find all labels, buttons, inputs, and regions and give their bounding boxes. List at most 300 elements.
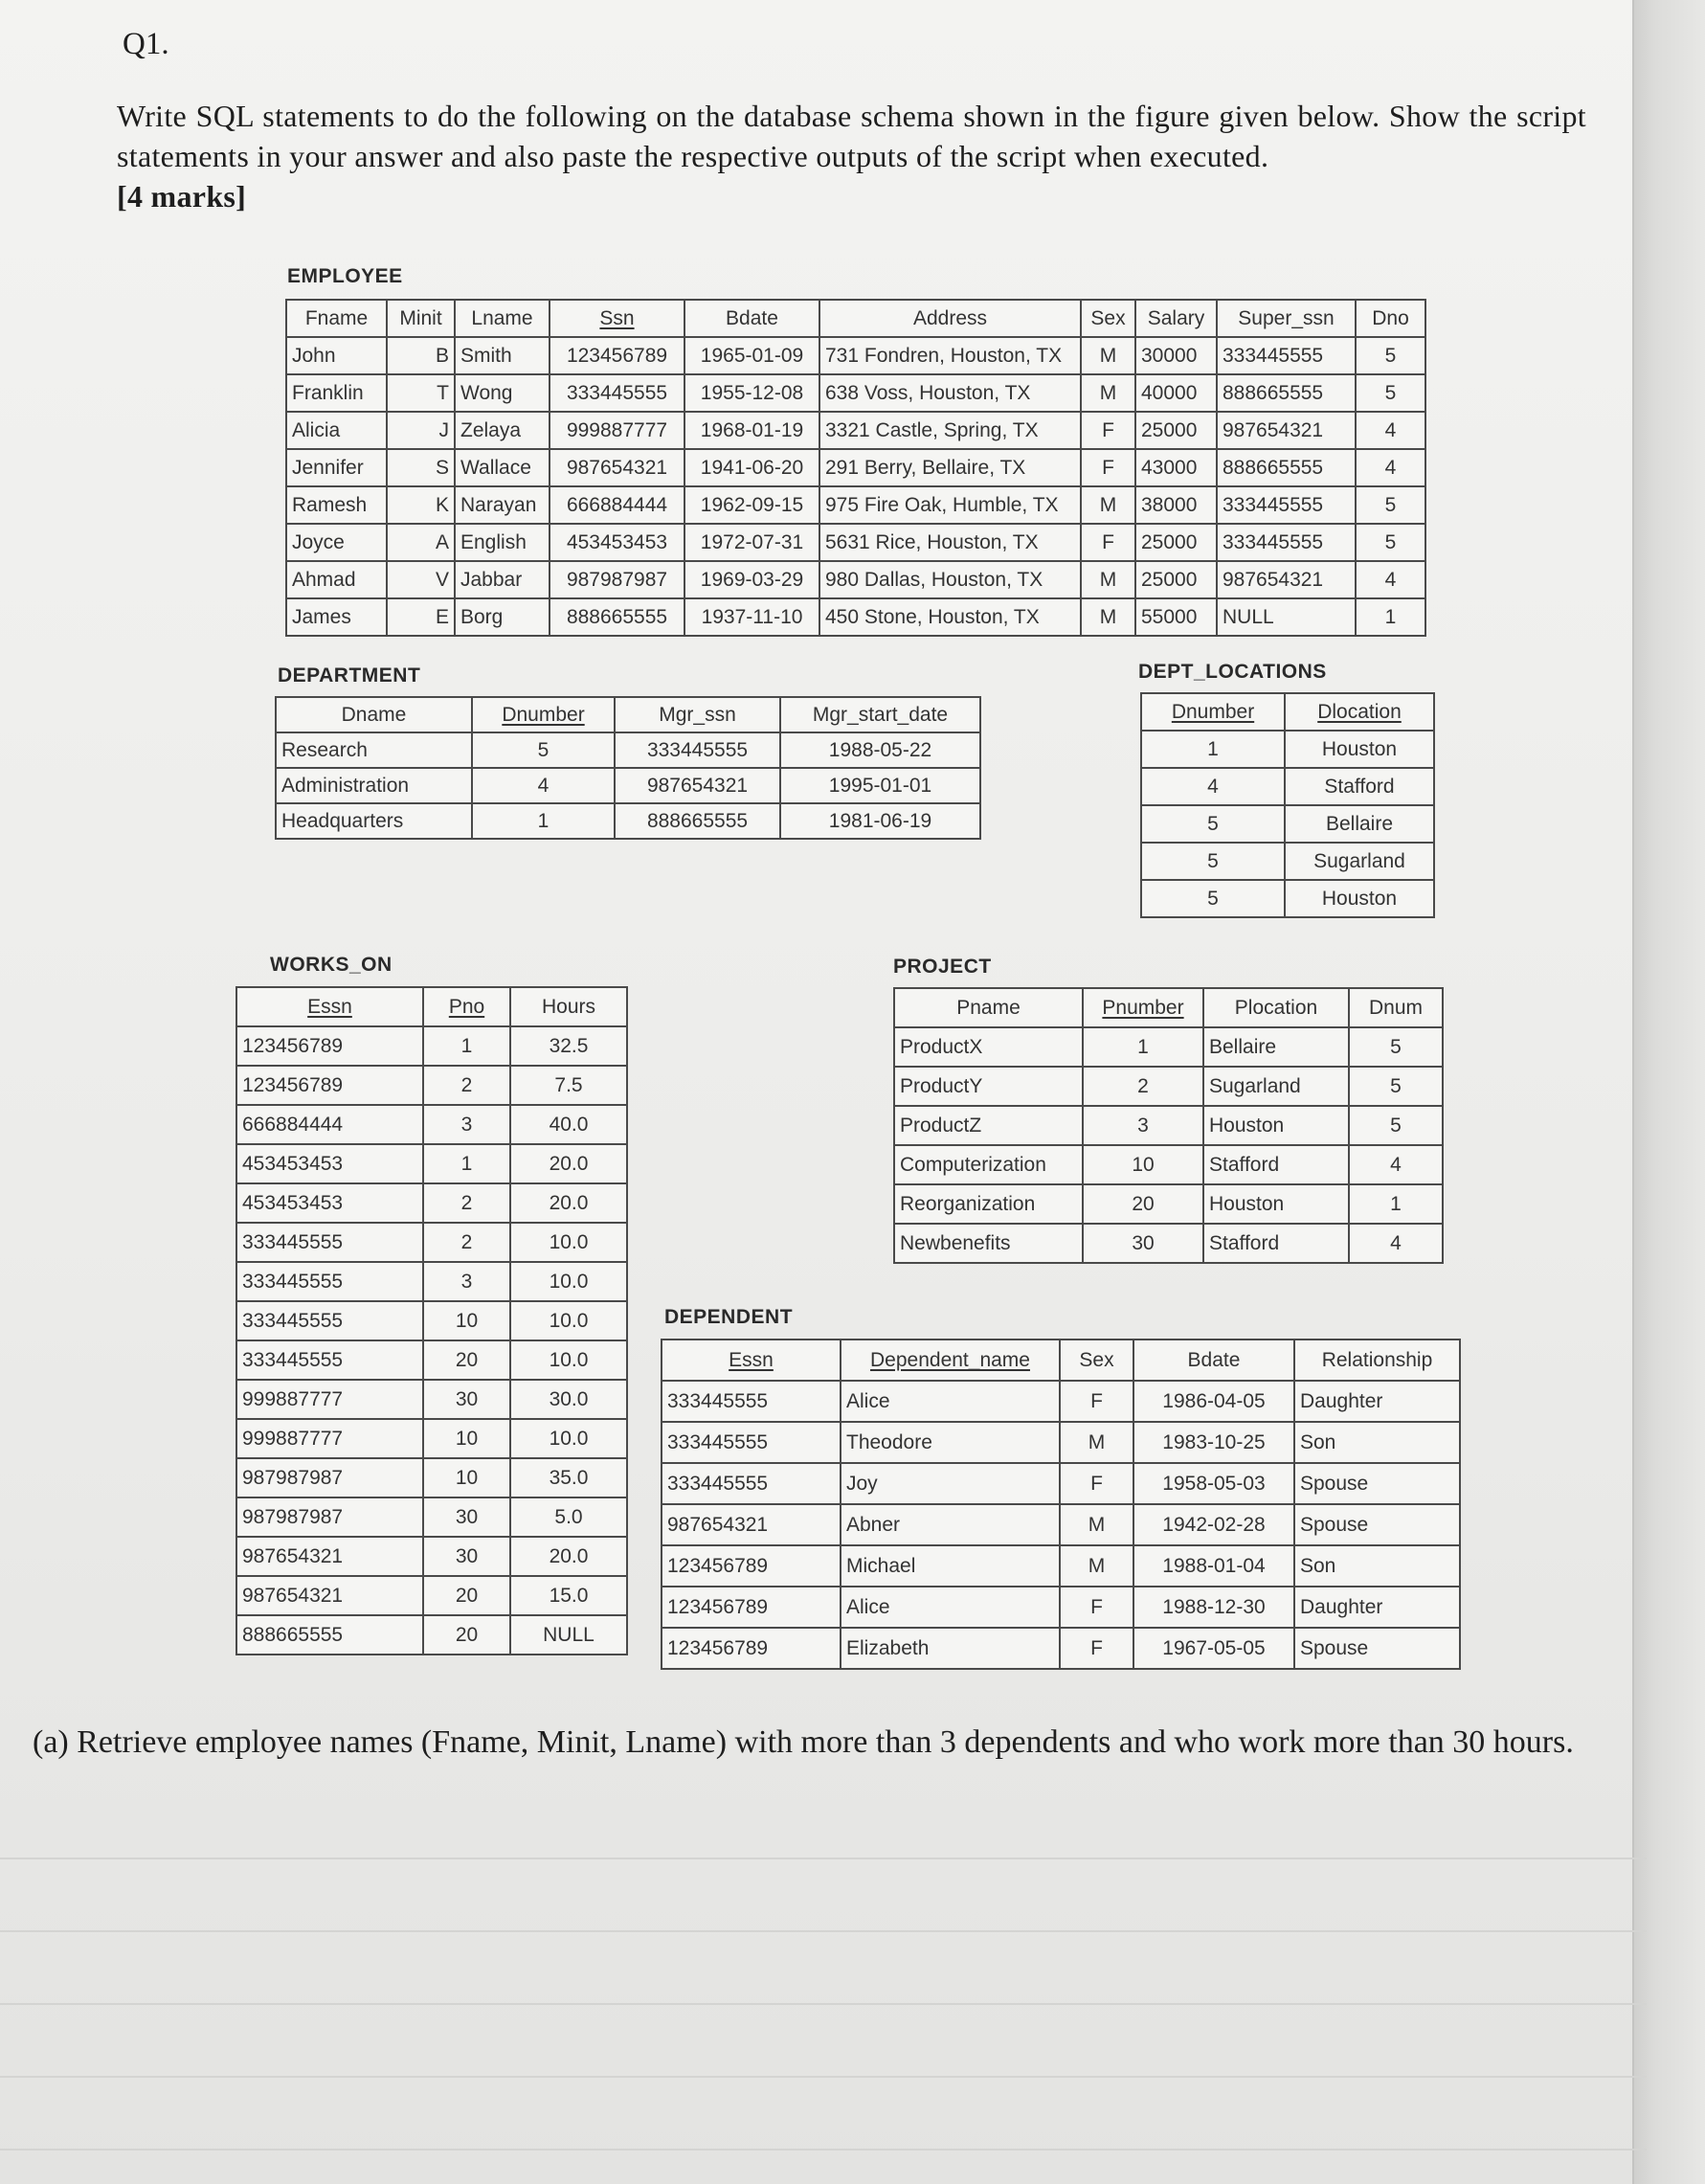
table-cell: ProductX xyxy=(894,1027,1083,1067)
header-row xyxy=(286,300,1425,337)
column-header: Dno xyxy=(1356,300,1425,337)
table-cell: Houston xyxy=(1285,731,1434,768)
table-cell: 5 xyxy=(1349,1106,1443,1145)
table-cell: 333445555 xyxy=(550,374,684,412)
table-row xyxy=(236,1105,627,1144)
department-table xyxy=(275,696,981,840)
table-cell: 123456789 xyxy=(550,337,684,374)
table-cell: F xyxy=(1081,524,1135,561)
column-header: Pname xyxy=(894,988,1083,1027)
table-row xyxy=(236,1066,627,1105)
table-row xyxy=(236,1262,627,1301)
table-cell: 1988-12-30 xyxy=(1133,1587,1294,1628)
table-cell: 888665555 xyxy=(615,803,780,839)
table-cell: 5 xyxy=(1356,337,1425,374)
project-table-title: PROJECT xyxy=(893,956,992,978)
table-cell: 1937-11-10 xyxy=(684,598,819,636)
column-header: Mgr_start_date xyxy=(780,697,980,732)
answer-line xyxy=(0,1858,1647,1859)
table-cell: 43000 xyxy=(1135,449,1217,486)
table-cell: 333445555 xyxy=(662,1381,841,1422)
table-cell: Bellaire xyxy=(1285,805,1434,843)
table-cell: Borg xyxy=(455,598,550,636)
table-cell: M xyxy=(1081,374,1135,412)
table-row xyxy=(1141,731,1434,768)
table-cell: 1986-04-05 xyxy=(1133,1381,1294,1422)
table-cell: M xyxy=(1060,1422,1133,1463)
table-cell: 4 xyxy=(1349,1145,1443,1184)
column-header: Address xyxy=(819,300,1081,337)
table-cell: 666884444 xyxy=(236,1105,423,1144)
table-cell: 888665555 xyxy=(1217,374,1356,412)
column-header: Dname xyxy=(276,697,472,732)
table-cell: 987654321 xyxy=(550,449,684,486)
table-cell: 638 Voss, Houston, TX xyxy=(819,374,1081,412)
table-cell: 666884444 xyxy=(550,486,684,524)
table-cell: Daughter xyxy=(1294,1381,1460,1422)
table-cell: 333445555 xyxy=(1217,337,1356,374)
table-row xyxy=(662,1628,1460,1669)
table-cell: 3 xyxy=(423,1262,510,1301)
header-row xyxy=(276,697,980,732)
table-cell: 5 xyxy=(1356,374,1425,412)
works-on-table-title: WORKS_ON xyxy=(270,954,393,976)
table-cell: 1 xyxy=(423,1144,510,1183)
table-row xyxy=(236,1537,627,1576)
table-cell: 453453453 xyxy=(236,1144,423,1183)
table-cell: 999887777 xyxy=(550,412,684,449)
question-number: Q1. xyxy=(123,27,169,61)
table-row xyxy=(1141,768,1434,805)
table-cell: 2 xyxy=(423,1066,510,1105)
table-cell: 1 xyxy=(423,1026,510,1066)
table-cell: 4 xyxy=(1141,768,1285,805)
table-cell: 5 xyxy=(1356,524,1425,561)
table-cell: 5631 Rice, Houston, TX xyxy=(819,524,1081,561)
employee-table-title: EMPLOYEE xyxy=(287,265,403,287)
table-cell: Ramesh xyxy=(286,486,387,524)
table-cell: 1972-07-31 xyxy=(684,524,819,561)
table-cell: 10.0 xyxy=(510,1419,627,1458)
column-header: Salary xyxy=(1135,300,1217,337)
table-row xyxy=(236,1340,627,1380)
table-cell: Jabbar xyxy=(455,561,550,598)
table-row xyxy=(236,1576,627,1615)
table-cell: Theodore xyxy=(841,1422,1060,1463)
table-row xyxy=(286,598,1425,636)
column-header: Dnum xyxy=(1349,988,1443,1027)
table-row xyxy=(236,1380,627,1419)
table-cell: 333445555 xyxy=(236,1301,423,1340)
table-cell: 5 xyxy=(1349,1027,1443,1067)
table-cell: Headquarters xyxy=(276,803,472,839)
table-cell: 5 xyxy=(1141,843,1285,880)
table-row xyxy=(662,1381,1460,1422)
table-cell: 20.0 xyxy=(510,1144,627,1183)
table-cell: 123456789 xyxy=(236,1066,423,1105)
table-cell: 291 Berry, Bellaire, TX xyxy=(819,449,1081,486)
question-part-a: (a) Retrieve employee names (Fname, Minit, Lname) with more than 3 dependents and who work more than 30 hours. xyxy=(33,1724,1574,1760)
table-cell: 25000 xyxy=(1135,561,1217,598)
table-row xyxy=(662,1422,1460,1463)
table-cell: 333445555 xyxy=(1217,486,1356,524)
table-cell: B xyxy=(387,337,455,374)
table-cell: 987654321 xyxy=(236,1576,423,1615)
table-cell: 987987987 xyxy=(550,561,684,598)
table-cell: 1969-03-29 xyxy=(684,561,819,598)
table-cell: V xyxy=(387,561,455,598)
table-cell: 1962-09-15 xyxy=(684,486,819,524)
table-row xyxy=(894,1067,1443,1106)
table-cell: 1988-01-04 xyxy=(1133,1545,1294,1587)
table-cell: English xyxy=(455,524,550,561)
table-row xyxy=(894,1184,1443,1224)
table-cell: 20 xyxy=(423,1615,510,1655)
table-cell: 3321 Castle, Spring, TX xyxy=(819,412,1081,449)
table-cell: 1 xyxy=(1349,1184,1443,1224)
table-cell: 40000 xyxy=(1135,374,1217,412)
department-table-title: DEPARTMENT xyxy=(278,664,421,687)
table-cell: 25000 xyxy=(1135,524,1217,561)
table-row xyxy=(286,561,1425,598)
table-cell: 1981-06-19 xyxy=(780,803,980,839)
table-cell: 10.0 xyxy=(510,1262,627,1301)
table-cell: K xyxy=(387,486,455,524)
column-header: Super_ssn xyxy=(1217,300,1356,337)
dependent-table xyxy=(661,1339,1461,1670)
table-cell: 10 xyxy=(423,1458,510,1497)
table-cell: Daughter xyxy=(1294,1587,1460,1628)
column-header: Plocation xyxy=(1203,988,1349,1027)
table-cell: Ahmad xyxy=(286,561,387,598)
table-cell: 15.0 xyxy=(510,1576,627,1615)
table-cell: 3 xyxy=(423,1105,510,1144)
column-header: Bdate xyxy=(1133,1340,1294,1381)
table-row xyxy=(236,1419,627,1458)
table-cell: Administration xyxy=(276,768,472,803)
table-cell: 987654321 xyxy=(236,1537,423,1576)
table-cell: 333445555 xyxy=(662,1422,841,1463)
table-cell: 10.0 xyxy=(510,1340,627,1380)
table-cell: 999887777 xyxy=(236,1419,423,1458)
table-cell: 20 xyxy=(423,1340,510,1380)
table-cell: Son xyxy=(1294,1422,1460,1463)
answer-line xyxy=(0,2149,1647,2150)
table-cell: 1988-05-22 xyxy=(780,732,980,768)
table-cell: Bellaire xyxy=(1203,1027,1349,1067)
table-cell: 453453453 xyxy=(550,524,684,561)
table-cell: 333445555 xyxy=(236,1223,423,1262)
table-cell: 2 xyxy=(423,1223,510,1262)
table-cell: Sugarland xyxy=(1203,1067,1349,1106)
table-cell: Wallace xyxy=(455,449,550,486)
table-cell: 10 xyxy=(423,1419,510,1458)
table-cell: Stafford xyxy=(1285,768,1434,805)
table-cell: 123456789 xyxy=(662,1545,841,1587)
table-cell: 5.0 xyxy=(510,1497,627,1537)
table-cell: 333445555 xyxy=(1217,524,1356,561)
table-cell: 1 xyxy=(472,803,615,839)
table-cell: 3 xyxy=(1083,1106,1203,1145)
table-cell: E xyxy=(387,598,455,636)
column-header: Fname xyxy=(286,300,387,337)
table-cell: Research xyxy=(276,732,472,768)
table-cell: 10.0 xyxy=(510,1301,627,1340)
table-cell: 38000 xyxy=(1135,486,1217,524)
table-cell: 4 xyxy=(1356,412,1425,449)
table-cell: 987654321 xyxy=(615,768,780,803)
table-cell: 5 xyxy=(1349,1067,1443,1106)
table-cell: F xyxy=(1081,449,1135,486)
column-header: Essn xyxy=(662,1340,841,1381)
table-cell: F xyxy=(1060,1587,1133,1628)
intro-text: Write SQL statements to do the following on the database schema shown in the figure given below. Show the script statements in your answer and also paste the respective outputs of the script when executed. xyxy=(117,99,1586,173)
table-cell: 453453453 xyxy=(236,1183,423,1223)
table-cell: Spouse xyxy=(1294,1504,1460,1545)
table-cell: 888665555 xyxy=(236,1615,423,1655)
table-cell: Reorganization xyxy=(894,1184,1083,1224)
table-cell: 30 xyxy=(423,1380,510,1419)
table-cell: 333445555 xyxy=(236,1340,423,1380)
table-cell: F xyxy=(1060,1381,1133,1422)
table-row xyxy=(236,1026,627,1066)
header-row xyxy=(662,1340,1460,1381)
table-cell: 30 xyxy=(1083,1224,1203,1263)
header-row xyxy=(1141,693,1434,731)
table-cell: 2 xyxy=(1083,1067,1203,1106)
column-header: Dlocation xyxy=(1285,693,1434,731)
table-cell: 32.5 xyxy=(510,1026,627,1066)
table-row xyxy=(1141,843,1434,880)
table-cell: 5 xyxy=(1141,880,1285,917)
table-row xyxy=(894,1224,1443,1263)
table-cell: 20 xyxy=(423,1576,510,1615)
table-cell: 4 xyxy=(1349,1224,1443,1263)
table-cell: Houston xyxy=(1203,1106,1349,1145)
table-cell: 4 xyxy=(472,768,615,803)
table-cell: 1965-01-09 xyxy=(684,337,819,374)
table-cell: 1 xyxy=(1141,731,1285,768)
table-row xyxy=(286,337,1425,374)
table-row xyxy=(236,1458,627,1497)
table-cell: M xyxy=(1060,1504,1133,1545)
column-header: Sex xyxy=(1081,300,1135,337)
table-cell: 30 xyxy=(423,1497,510,1537)
table-row xyxy=(1141,805,1434,843)
question-intro xyxy=(117,96,1586,216)
table-cell: 5 xyxy=(1356,486,1425,524)
table-cell: 975 Fire Oak, Humble, TX xyxy=(819,486,1081,524)
table-cell: Alice xyxy=(841,1587,1060,1628)
table-row xyxy=(286,524,1425,561)
table-cell: 1941-06-20 xyxy=(684,449,819,486)
works-on-table xyxy=(236,986,628,1655)
table-row xyxy=(1141,880,1434,917)
table-cell: Sugarland xyxy=(1285,843,1434,880)
table-row xyxy=(286,449,1425,486)
table-cell: M xyxy=(1060,1545,1133,1587)
table-cell: Stafford xyxy=(1203,1145,1349,1184)
table-cell: Wong xyxy=(455,374,550,412)
table-cell: A xyxy=(387,524,455,561)
table-cell: M xyxy=(1081,561,1135,598)
column-header: Dependent_name xyxy=(841,1340,1060,1381)
table-cell: 30000 xyxy=(1135,337,1217,374)
page-edge-shadow xyxy=(1632,0,1705,2184)
table-cell: 987987987 xyxy=(236,1458,423,1497)
table-cell: 888665555 xyxy=(550,598,684,636)
table-cell: Elizabeth xyxy=(841,1628,1060,1669)
table-row xyxy=(894,1027,1443,1067)
column-header: Mgr_ssn xyxy=(615,697,780,732)
table-cell: Computerization xyxy=(894,1145,1083,1184)
table-cell: 4 xyxy=(1356,449,1425,486)
table-cell: 1958-05-03 xyxy=(1133,1463,1294,1504)
header-row xyxy=(236,987,627,1026)
table-cell: F xyxy=(1081,412,1135,449)
column-header: Dnumber xyxy=(1141,693,1285,731)
table-row xyxy=(286,412,1425,449)
table-cell: 987654321 xyxy=(1217,412,1356,449)
table-cell: F xyxy=(1060,1628,1133,1669)
dept-locations-table-title: DEPT_LOCATIONS xyxy=(1138,661,1327,683)
table-cell: James xyxy=(286,598,387,636)
table-row xyxy=(236,1183,627,1223)
header-row xyxy=(894,988,1443,1027)
table-cell: 20.0 xyxy=(510,1183,627,1223)
table-cell: 980 Dallas, Houston, TX xyxy=(819,561,1081,598)
table-cell: M xyxy=(1081,486,1135,524)
table-cell: 333445555 xyxy=(615,732,780,768)
table-cell: S xyxy=(387,449,455,486)
table-cell: J xyxy=(387,412,455,449)
table-row xyxy=(276,732,980,768)
table-cell: Franklin xyxy=(286,374,387,412)
column-header: Dnumber xyxy=(472,697,615,732)
table-row xyxy=(236,1144,627,1183)
table-row xyxy=(236,1497,627,1537)
table-cell: 987654321 xyxy=(1217,561,1356,598)
column-header: Lname xyxy=(455,300,550,337)
table-cell: NULL xyxy=(1217,598,1356,636)
table-cell: Joyce xyxy=(286,524,387,561)
project-table xyxy=(893,987,1444,1264)
table-cell: 123456789 xyxy=(662,1628,841,1669)
table-cell: Alice xyxy=(841,1381,1060,1422)
table-cell: Zelaya xyxy=(455,412,550,449)
table-cell: Jennifer xyxy=(286,449,387,486)
table-cell: 20.0 xyxy=(510,1537,627,1576)
table-cell: 333445555 xyxy=(236,1262,423,1301)
table-cell: 10 xyxy=(1083,1145,1203,1184)
table-cell: Newbenefits xyxy=(894,1224,1083,1263)
table-cell: 987654321 xyxy=(662,1504,841,1545)
table-cell: Houston xyxy=(1285,880,1434,917)
table-row xyxy=(236,1223,627,1262)
table-cell: 123456789 xyxy=(662,1587,841,1628)
column-header: Essn xyxy=(236,987,423,1026)
column-header: Sex xyxy=(1060,1340,1133,1381)
table-row xyxy=(894,1145,1443,1184)
table-row xyxy=(276,803,980,839)
table-row xyxy=(286,486,1425,524)
table-cell: M xyxy=(1081,598,1135,636)
table-cell: 1995-01-01 xyxy=(780,768,980,803)
column-header: Bdate xyxy=(684,300,819,337)
table-cell: 987987987 xyxy=(236,1497,423,1537)
column-header: Hours xyxy=(510,987,627,1026)
table-cell: 1983-10-25 xyxy=(1133,1422,1294,1463)
table-cell: Michael xyxy=(841,1545,1060,1587)
table-cell: 1955-12-08 xyxy=(684,374,819,412)
table-cell: 5 xyxy=(472,732,615,768)
table-cell: 2 xyxy=(423,1183,510,1223)
column-header: Ssn xyxy=(550,300,684,337)
table-cell: Houston xyxy=(1203,1184,1349,1224)
table-cell: 20 xyxy=(1083,1184,1203,1224)
table-cell: ProductY xyxy=(894,1067,1083,1106)
table-cell: 25000 xyxy=(1135,412,1217,449)
table-cell: Joy xyxy=(841,1463,1060,1504)
table-row xyxy=(662,1504,1460,1545)
table-cell: 888665555 xyxy=(1217,449,1356,486)
table-cell: 123456789 xyxy=(236,1026,423,1066)
table-cell: 10 xyxy=(423,1301,510,1340)
table-row xyxy=(286,374,1425,412)
table-cell: 35.0 xyxy=(510,1458,627,1497)
table-cell: 1 xyxy=(1083,1027,1203,1067)
table-cell: M xyxy=(1081,337,1135,374)
answer-line xyxy=(0,2076,1647,2078)
table-row xyxy=(662,1545,1460,1587)
table-cell: Abner xyxy=(841,1504,1060,1545)
table-row xyxy=(894,1106,1443,1145)
table-cell: Alicia xyxy=(286,412,387,449)
table-cell: John xyxy=(286,337,387,374)
table-cell: 30.0 xyxy=(510,1380,627,1419)
dept-locations-table xyxy=(1140,692,1435,918)
table-cell: Spouse xyxy=(1294,1463,1460,1504)
table-cell: Narayan xyxy=(455,486,550,524)
table-cell: NULL xyxy=(510,1615,627,1655)
table-cell: F xyxy=(1060,1463,1133,1504)
table-row xyxy=(236,1615,627,1655)
table-cell: Son xyxy=(1294,1545,1460,1587)
table-cell: 1 xyxy=(1356,598,1425,636)
answer-line xyxy=(0,1930,1647,1932)
table-cell: 40.0 xyxy=(510,1105,627,1144)
table-cell: 7.5 xyxy=(510,1066,627,1105)
table-cell: 1967-05-05 xyxy=(1133,1628,1294,1669)
table-cell: 5 xyxy=(1141,805,1285,843)
table-cell: Spouse xyxy=(1294,1628,1460,1669)
table-cell: 450 Stone, Houston, TX xyxy=(819,598,1081,636)
table-row xyxy=(662,1587,1460,1628)
dependent-table-title: DEPENDENT xyxy=(664,1306,794,1328)
column-header: Relationship xyxy=(1294,1340,1460,1381)
table-cell: Smith xyxy=(455,337,550,374)
marks-label: [4 marks] xyxy=(117,179,247,214)
table-cell: Stafford xyxy=(1203,1224,1349,1263)
column-header: Pno xyxy=(423,987,510,1026)
table-row xyxy=(276,768,980,803)
table-row xyxy=(662,1463,1460,1504)
table-cell: 1942-02-28 xyxy=(1133,1504,1294,1545)
table-row xyxy=(236,1301,627,1340)
answer-line xyxy=(0,2003,1647,2005)
employee-table xyxy=(285,299,1426,637)
table-cell: 4 xyxy=(1356,561,1425,598)
